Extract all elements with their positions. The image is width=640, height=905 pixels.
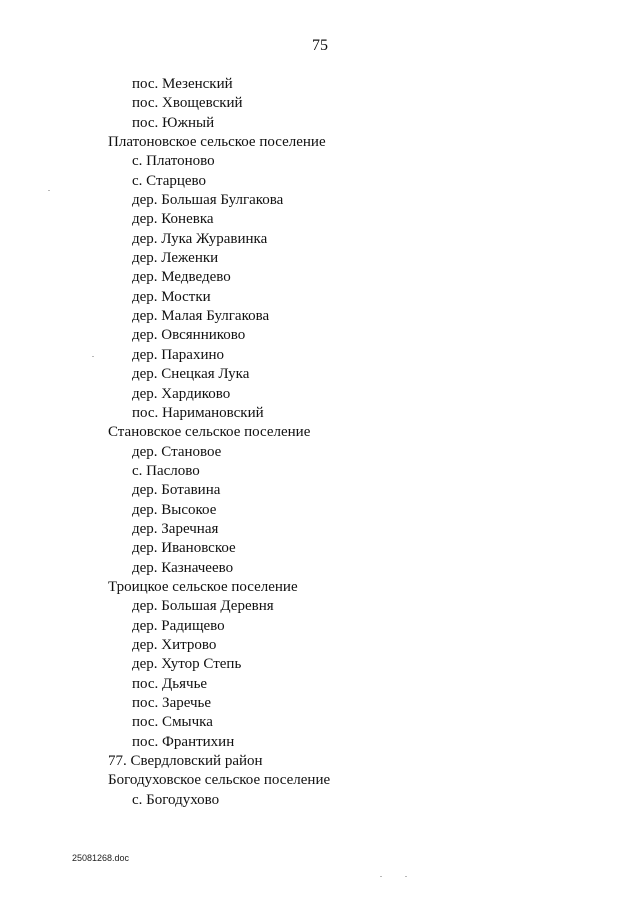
settlement-item: дер. Коневка [132, 211, 214, 228]
settlement-item: дер. Высокое [132, 501, 217, 518]
scan-speck [405, 876, 407, 877]
settlement-item: дер. Большая Булгакова [132, 192, 284, 209]
settlement-item: дер. Парахино [132, 346, 224, 363]
settlement-item: дер. Заречная [132, 520, 219, 537]
file-name-footer: 25081268.doc [72, 853, 130, 863]
settlement-item: дер. Хитрово [132, 636, 217, 653]
settlement-item: дер. Медведево [132, 269, 231, 286]
settlement-item: пос. Заречье [132, 695, 212, 711]
settlement-item: дер. Становое [132, 443, 222, 460]
section-heading: Богодуховское сельское поселение [108, 772, 331, 789]
settlement-item: дер. Радищево [132, 617, 225, 634]
settlement-item: дер. Казначеево [132, 559, 234, 576]
settlement-item: с. Паслово [132, 462, 200, 479]
settlement-item: дер. Хутор Степь [132, 656, 242, 673]
settlement-item: дер. Малая Булгакова [132, 308, 270, 325]
settlement-item: пос. Хвощевский [132, 95, 243, 112]
settlement-item: с. Платоново [132, 153, 215, 170]
section-heading: 77. Свердловский район [108, 753, 263, 770]
settlement-item: пос. Наримановский [132, 404, 264, 421]
settlement-list [0, 75, 640, 810]
settlement-item: пос. Мезенский [132, 76, 233, 92]
scan-speck [92, 356, 94, 357]
settlement-item: дер. Хардиково [132, 385, 231, 402]
settlement-item: дер. Снецкая Лука [132, 366, 250, 383]
scan-speck [48, 190, 50, 191]
section-heading: Становское сельское поселение [108, 424, 311, 441]
settlement-item: с. Старцево [132, 172, 207, 189]
settlement-item: пос. Южный [132, 114, 215, 131]
settlement-item: дер. Мостки [132, 288, 211, 305]
scan-speck [380, 876, 382, 877]
settlement-item: дер. Овсянниково [132, 327, 246, 344]
section-heading: Троицкое сельское поселение [108, 578, 298, 595]
settlement-item: дер. Большая Деревня [132, 598, 274, 615]
settlement-item: с. Богодухово [132, 791, 220, 808]
page-number: 75 [312, 37, 328, 54]
settlement-item: дер. Ботавина [132, 482, 221, 499]
section-heading: Платоновское сельское поселение [108, 134, 326, 151]
settlement-item: пос. Смычка [132, 714, 213, 731]
settlement-item: пос. Франтихин [132, 733, 235, 750]
settlement-item: пос. Дьячье [132, 675, 208, 692]
settlement-item: дер. Лука Журавинка [132, 230, 268, 247]
settlement-item: дер. Ивановское [132, 540, 236, 557]
settlement-item: дер. Леженки [132, 250, 219, 267]
